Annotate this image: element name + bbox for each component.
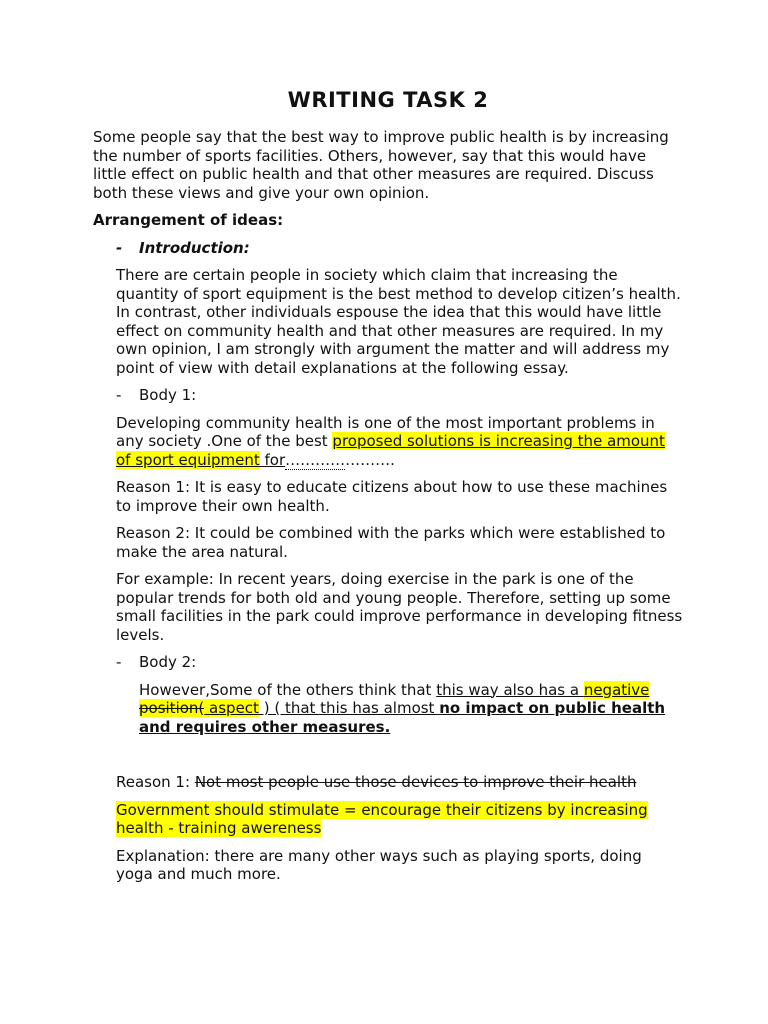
body2-part7: no impact on public health and requires other measures. bbox=[139, 699, 666, 736]
intro-dash: - bbox=[116, 238, 123, 257]
body2-reason1 bbox=[116, 773, 683, 792]
body2-heading-text: Body 2: bbox=[139, 653, 197, 671]
body2-reason1-strike: Not most people use those devices to improve their health bbox=[194, 773, 637, 791]
body1-para-start: Developing community health is one of the most important problems in any society .One of the best bbox=[116, 413, 655, 450]
body2-part3: negative bbox=[583, 680, 650, 699]
body1-para-dots: ………. bbox=[345, 450, 395, 469]
body1-heading bbox=[116, 386, 683, 405]
body2-part6: ) ( that this has almost bbox=[258, 699, 440, 717]
body1-example: For example: In recent years, doing exercise in the park is one of the popular trends for both old and young people. Therefore, setting up some small facilities in the park could improve performance in developing fitness levels. bbox=[116, 570, 683, 644]
body1-dash: - bbox=[116, 386, 122, 404]
body2-government bbox=[116, 801, 683, 838]
task-prompt: Some people say that the best way to improve public health is by increasing the number of sports facilities. Others, however, say that this would have little effect on public health and that other measures are required. Discuss both these views and give your own opinion. bbox=[93, 128, 669, 202]
document-content bbox=[93, 86, 683, 893]
body2-part1: However,Some of the others think that bbox=[139, 680, 437, 699]
body1-para-highlight: proposed solutions is increasing the amount of sport equipment bbox=[116, 432, 665, 469]
body1-paragraph bbox=[116, 414, 683, 470]
body2-heading bbox=[116, 653, 683, 672]
body2-part4-strike: position( bbox=[139, 699, 205, 717]
body2-reason1-label: Reason 1: bbox=[116, 773, 195, 791]
body1-heading-text: Body 1: bbox=[139, 386, 197, 404]
body2-government-text: Government should stimulate = encourage their citizens by increasing health - training awereness bbox=[116, 800, 648, 837]
body2-dash: - bbox=[116, 653, 122, 671]
intro-paragraph: There are certain people in society which claim that increasing the quantity of sport equipment is the best method to develop citizen’s health. In contrast, other individuals espouse the idea that this would have little effect on community health and that other measures are required. In my own opinion, I am strongly with argument the matter and will address my point of view with detail explanations at the following essay. bbox=[116, 266, 681, 377]
body1-reason2: Reason 2: It could be combined with the parks which were established to make the area natural. bbox=[116, 524, 666, 561]
arrangement-heading-text: Arrangement of ideas: bbox=[93, 211, 284, 229]
intro-heading bbox=[116, 239, 683, 258]
page-title: WRITING TASK 2 bbox=[287, 88, 489, 112]
arrangement-heading bbox=[93, 211, 683, 230]
body2-explanation: Explanation: there are many other ways such as playing sports, doing yoga and much more. bbox=[116, 846, 642, 883]
body1-reason1: Reason 1: It is easy to educate citizens about how to use these machines to improve their own health. bbox=[116, 478, 668, 515]
body2-part5: aspect bbox=[204, 699, 259, 717]
spacer bbox=[93, 745, 683, 773]
body1-para-dots-underlined: ………… bbox=[285, 450, 346, 469]
body2-bullet bbox=[116, 681, 683, 737]
intro-heading-text: Introduction: bbox=[139, 238, 250, 257]
body1-para-for: for bbox=[259, 450, 286, 469]
body2-part2: this way also has a bbox=[436, 680, 584, 699]
